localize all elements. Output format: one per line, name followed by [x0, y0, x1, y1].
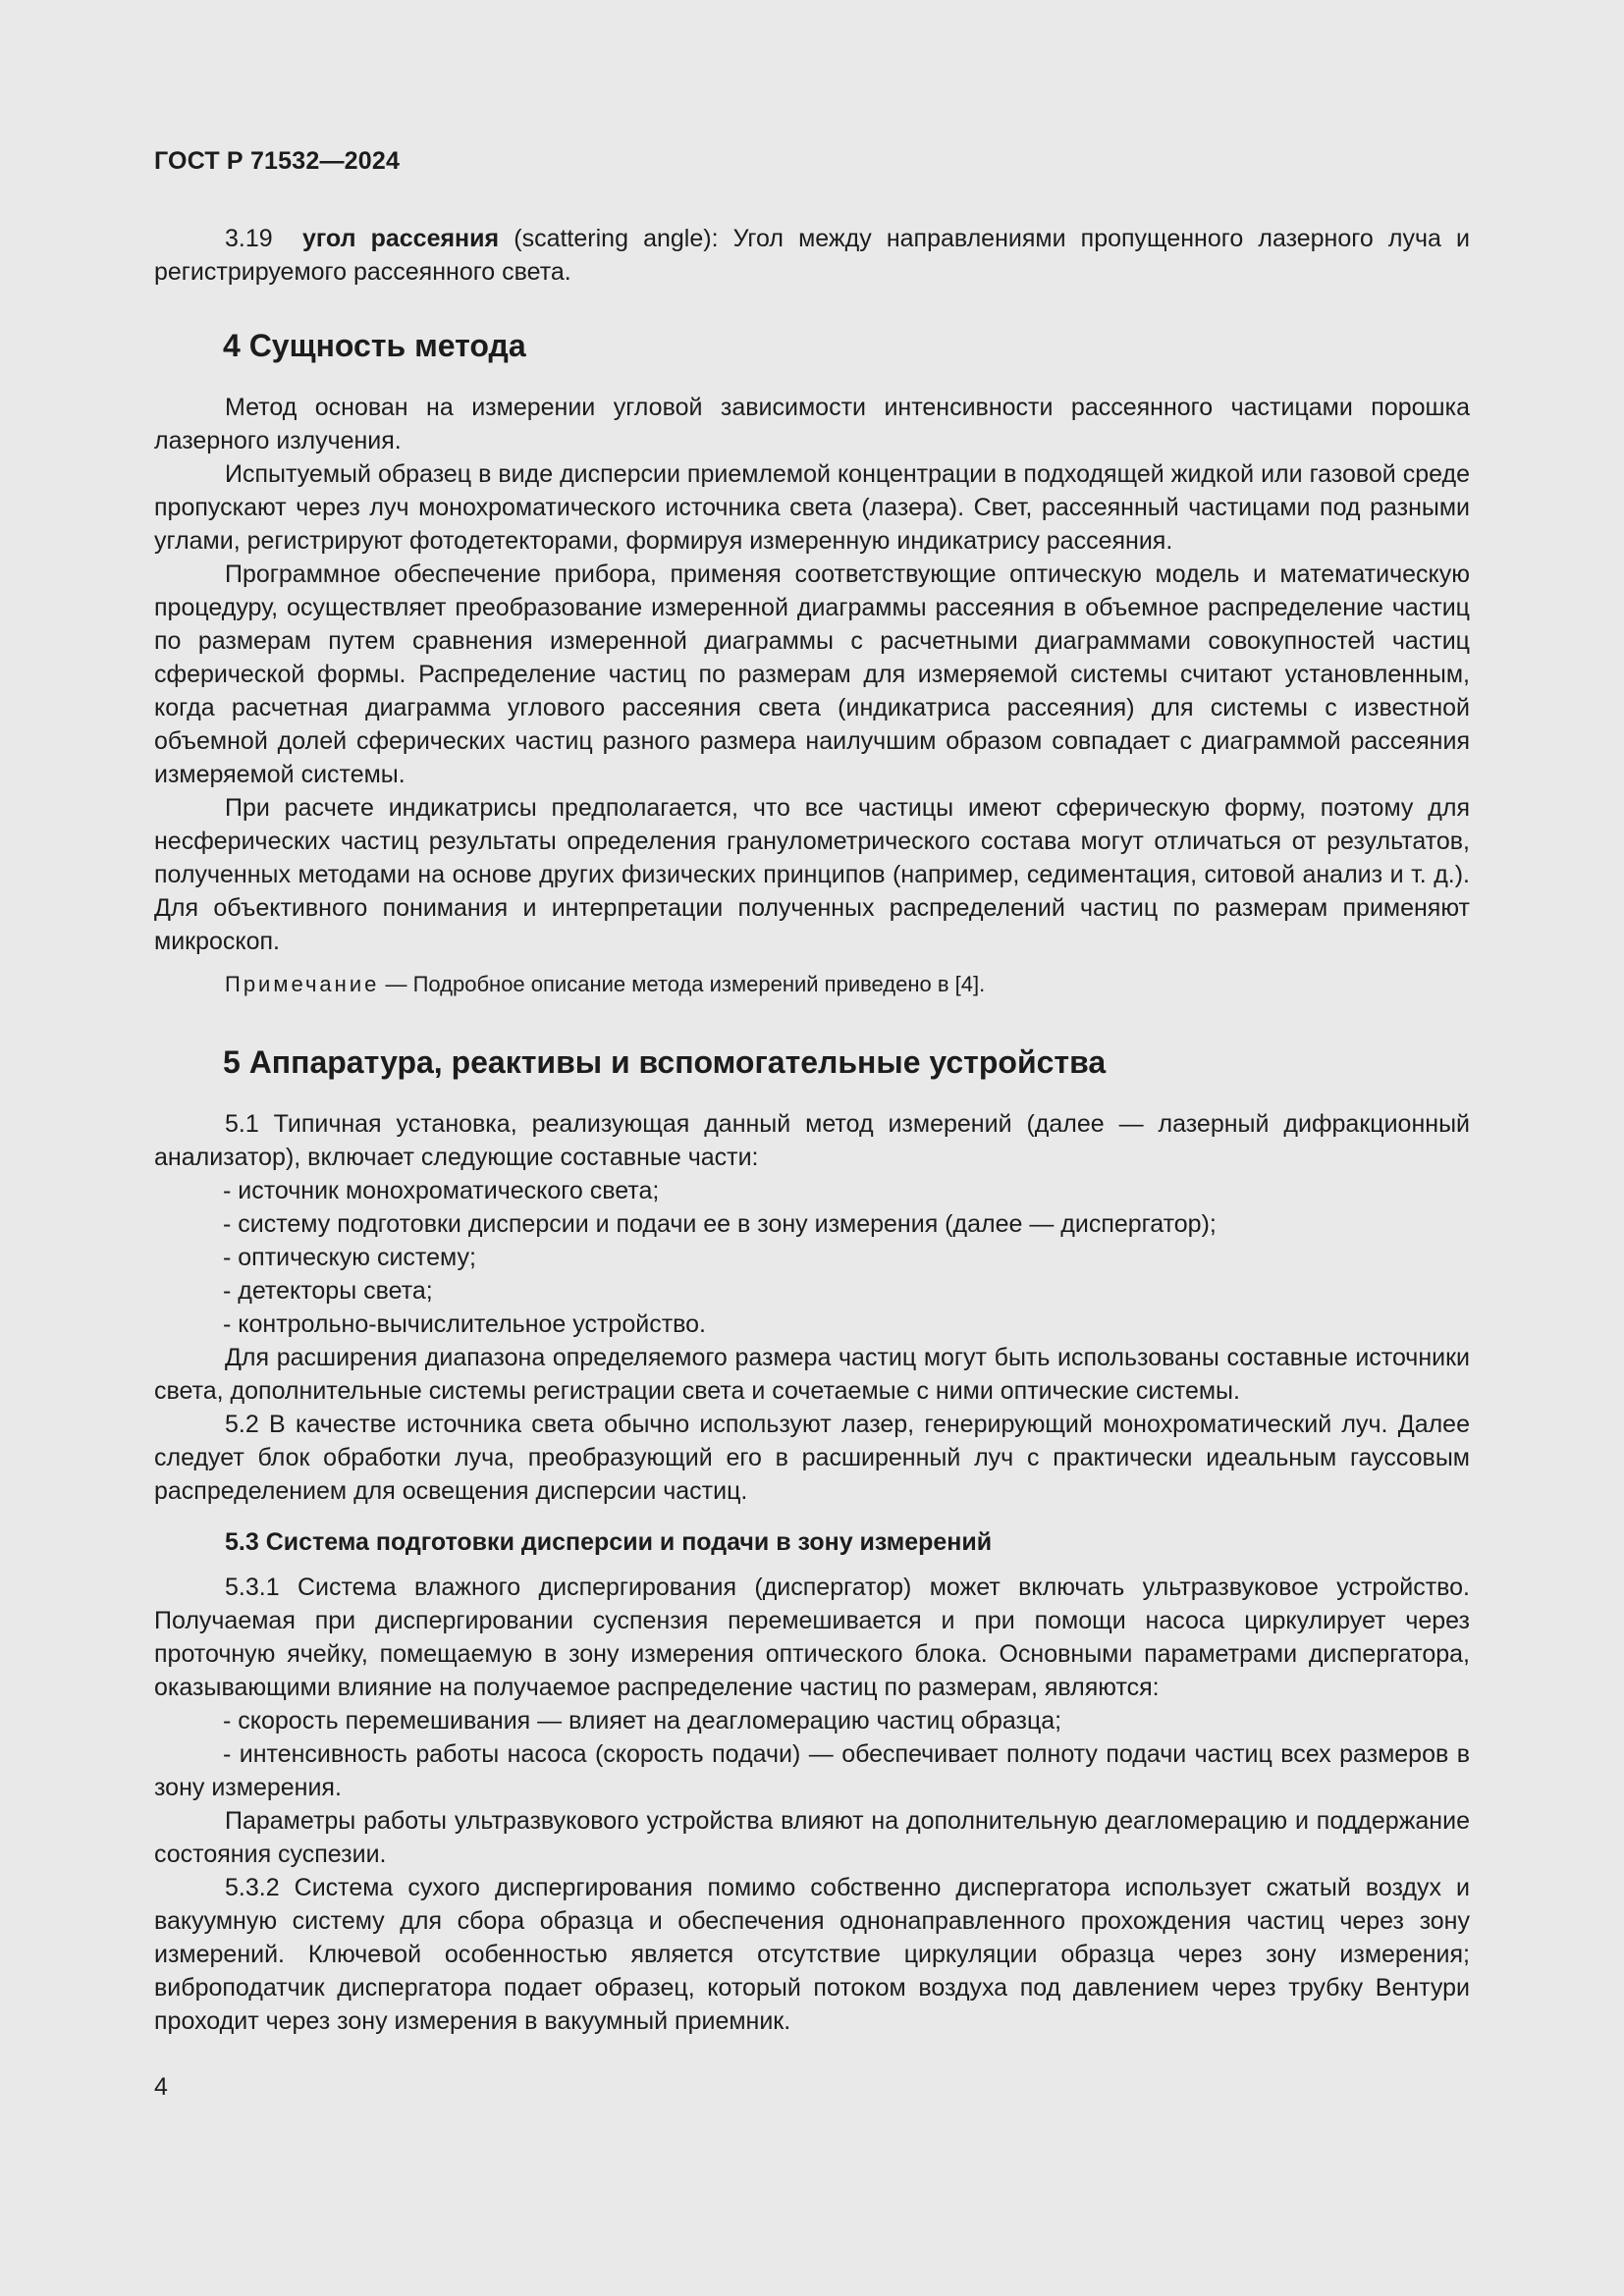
paragraph-5-3-2: 5.3.2 Система сухого диспергирования помимо собственно диспергатора использует сжатый воздух и вакуумную систему для сбора образца и обеспечения однонаправленного прохождения частиц через зону измерений. Ключевой особенностью является отсутствие циркуляции образца через зону измерения; виброподатчик диспергатора подает образец, который потоком воздуха под давлением через трубку Вентури проходит через зону измерения в вакуумный приемник. [154, 1874, 1470, 2035]
list-item: - оптическую систему; [223, 1244, 476, 1271]
list-item: - контрольно-вычислительное устройство. [223, 1310, 707, 1338]
section-4-note [225, 970, 1470, 999]
term-3-19 [154, 222, 1470, 289]
section-5-title: 5 Аппаратура, реактивы и вспомогательные устройства [223, 1044, 1107, 1080]
term-number: 3.19 [225, 225, 273, 252]
page-content [154, 222, 1470, 2038]
paragraph-5-1: 5.1 Типичная установка, реализующая данный метод измерений (далее — лазерный дифракционный анализатор), включает следующие составные части: [154, 1110, 1470, 1171]
paragraph-5-1-extension: Для расширения диапазона определяемого размера частиц могут быть использованы составные источники света, дополнительные системы регистрации света и сочетаемые с ними оптические системы. [154, 1344, 1470, 1405]
section-4-title: 4 Сущность метода [223, 328, 526, 363]
section-4-paragraph: Испытуемый образец в виде дисперсии приемлемой концентрации в подходящей жидкой или газовой среде пропускают через луч монохроматического источника света (лазера). Свет, рассеянный частицами под разными углами, регистрируют фотодетекторами, формируя измеренную индикатрису рассеяния. [154, 460, 1470, 555]
subsection-5-3-title: 5.3 Система подготовки дисперсии и подачи в зону измерений [225, 1528, 993, 1556]
page-number: 4 [154, 2073, 168, 2101]
term-definition: (scattering angle): Угол между направлениями пропущенного лазерного луча и регистрируемого рассеянного света. [154, 225, 1470, 286]
list-item: - источник монохроматического света; [223, 1177, 660, 1204]
list-item: - детекторы света; [223, 1277, 433, 1305]
list-item: - скорость перемешивания — влияет на деагломерацию частиц образца; [223, 1707, 1062, 1735]
paragraph-5-3-1-extension: Параметры работы ультразвукового устройства влияют на дополнительную деагломерацию и поддержание состояния суспезии. [154, 1807, 1470, 1868]
note-text: — Подробное описание метода измерений приведено в [4]. [379, 972, 986, 996]
document-number-header: ГОСТ Р 71532—2024 [154, 147, 401, 175]
list-item: - интенсивность работы насоса (скорость подачи) — обеспечивает полноту подачи частиц всех размеров в зону измерения. [154, 1740, 1470, 1801]
section-4-paragraph: Метод основан на измерении угловой зависимости интенсивности рассеянного частицами порошка лазерного излучения. [154, 394, 1470, 454]
note-label: Примечание [225, 972, 380, 996]
section-4-paragraph: Программное обеспечение прибора, применяя соответствующие оптическую модель и математическую процедуру, осуществляет преобразование измеренной диаграммы рассеяния в объемное распределение частиц по размерам путем сравнения измеренной диаграммы с расчетными диаграммами совокупностей частиц сферической формы. Распределение частиц по размерам для измеряемой системы считают установленным, когда расчетная диаграмма углового рассеяния света (индикатриса рассеяния) для системы с известной объемной долей сферических частиц разного размера наилучшим образом совпадает с диаграммой рассеяния измеряемой системы. [154, 561, 1470, 788]
paragraph-5-3-1: 5.3.1 Система влажного диспергирования (диспергатор) может включать ультразвуковое устройство. Получаемая при диспергировании суспензия перемешивается и при помощи насоса циркулирует через проточную ячейку, помещаемую в зону измерения оптического блока. Основными параметрами диспергатора, оказывающими влияние на получаемое распределение частиц по размерам, являются: [154, 1574, 1470, 1701]
list-item: - систему подготовки дисперсии и подачи ее в зону измерения (далее — диспергатор); [223, 1210, 1217, 1238]
term-name: угол рассеяния [301, 225, 500, 252]
section-4-paragraph: При расчете индикатрисы предполагается, что все частицы имеют сферическую форму, поэтому для несферических частиц результаты определения гранулометрического состава могут отличаться от результатов, полученных методами на основе других физических принципов (например, седиментация, ситовой анализ и т. д.). Для объективного понимания и интерпретации полученных распределений частиц по размерам применяют микроскоп. [154, 794, 1470, 955]
paragraph-5-2: 5.2 В качестве источника света обычно используют лазер, генерирующий монохроматический луч. Далее следует блок обработки луча, преобразующий его в расширенный луч с практически идеальным гауссовым распределением для освещения дисперсии частиц. [154, 1411, 1470, 1505]
